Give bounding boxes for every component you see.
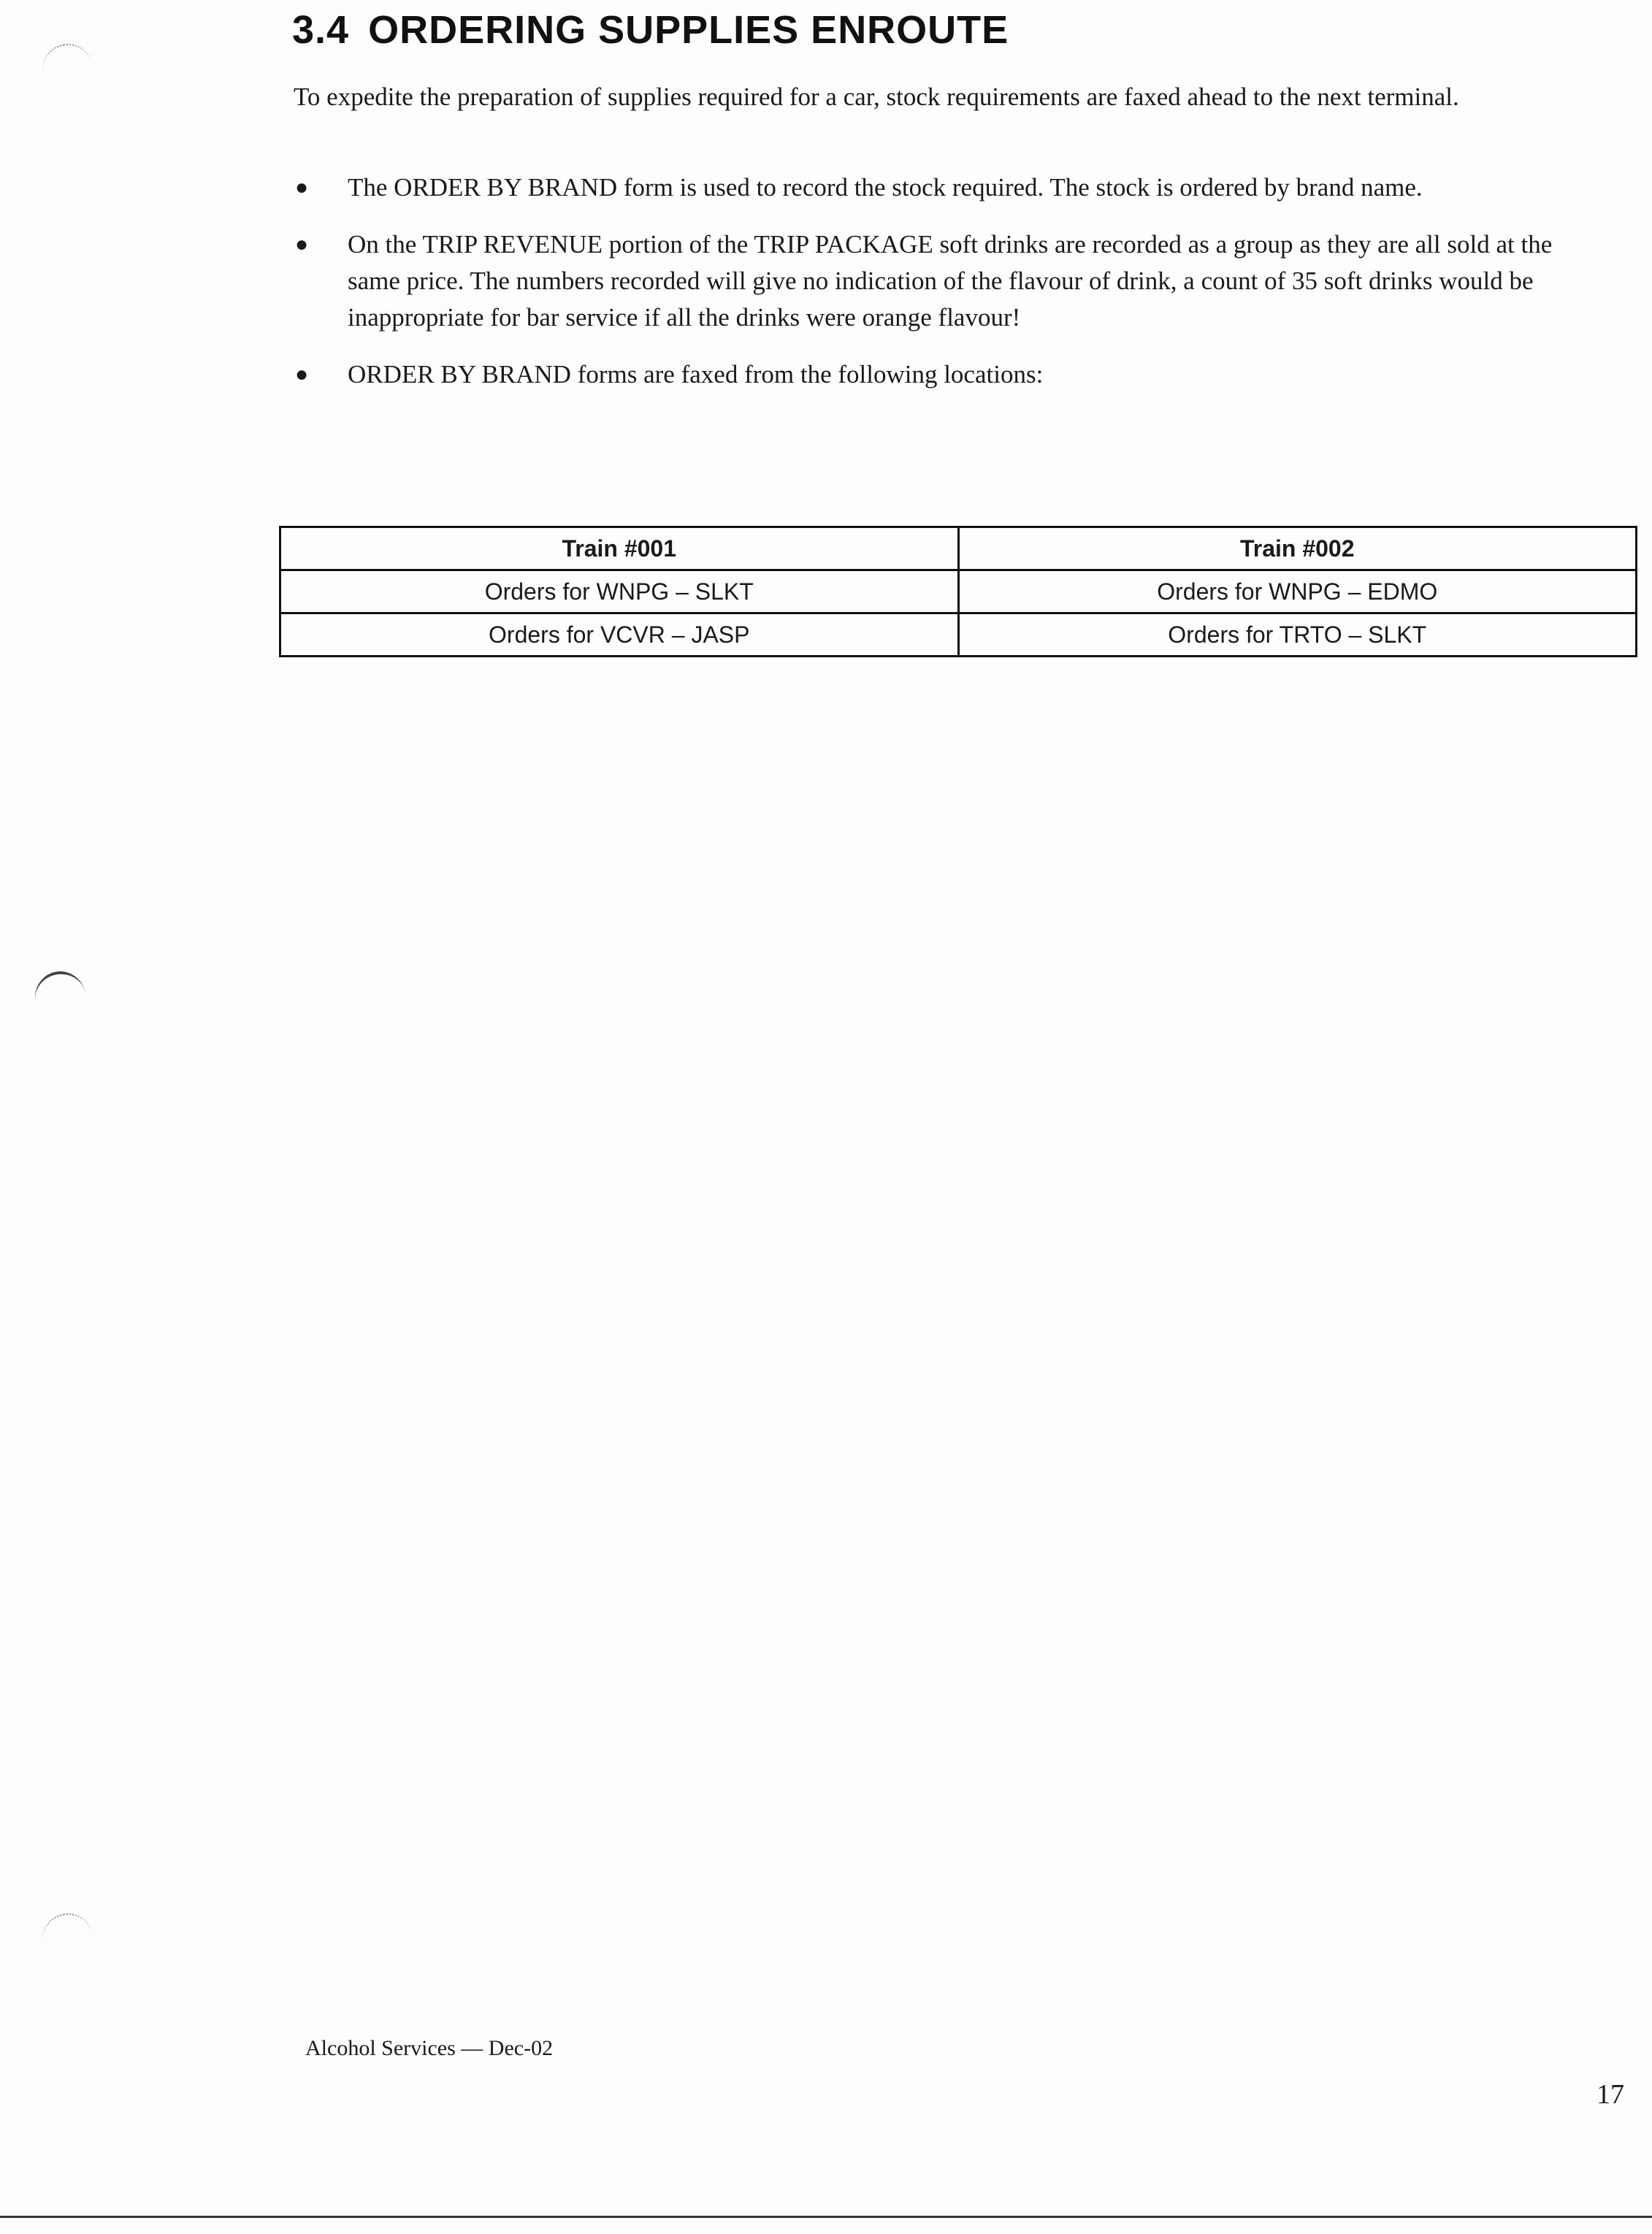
bullet-icon: ● [295,175,309,199]
binder-hole-top [38,39,97,100]
table-cell: Orders for VCVR – JASP [280,613,959,657]
bullet-text: ORDER BY BRAND forms are faxed from the following locations: [348,360,1044,389]
order-locations-table [279,526,1637,657]
column-header-train-001: Train #001 [280,527,959,570]
bottom-divider [0,2216,1652,2218]
bullet-list [292,169,1607,413]
section-number: 3.4 [292,8,350,52]
table-cell: Orders for WNPG – EDMO [958,570,1637,613]
binder-hole-bottom [38,1909,97,1970]
section-title: ORDERING SUPPLIES ENROUTE [368,8,1009,52]
table-row [280,570,1637,613]
bullet-text: The ORDER BY BRAND form is used to record the stock required. The stock is ordered by brand name. [348,173,1423,202]
bullet-icon: ● [295,362,309,386]
bullet-icon: ● [295,232,309,256]
page-number: 17 [1596,2079,1624,2110]
table-cell: Orders for TRTO – SLKT [958,613,1637,657]
section-heading [292,7,1009,53]
footer-text: Alcohol Services — Dec-02 [305,2036,554,2060]
table-header-row [280,527,1637,570]
intro-paragraph: To expedite the preparation of supplies required for a car, stock requirements are faxed ahead to the next terminal. [294,83,1459,111]
binder-hole-middle [31,967,91,1029]
bullet-item [292,169,1607,206]
bullet-item [292,226,1607,336]
bullet-item [292,356,1607,393]
table-cell: Orders for WNPG – SLKT [280,570,959,613]
table-row [280,613,1637,657]
bullet-text: On the TRIP REVENUE portion of the TRIP PACKAGE soft drinks are recorded as a group as they are all sold at the same price. The numbers recorded will give no indication of the flavour of drink, a count of 35 soft drinks would be inappropriate for bar service if all the drinks were orange flavour! [348,230,1553,332]
column-header-train-002: Train #002 [958,527,1637,570]
